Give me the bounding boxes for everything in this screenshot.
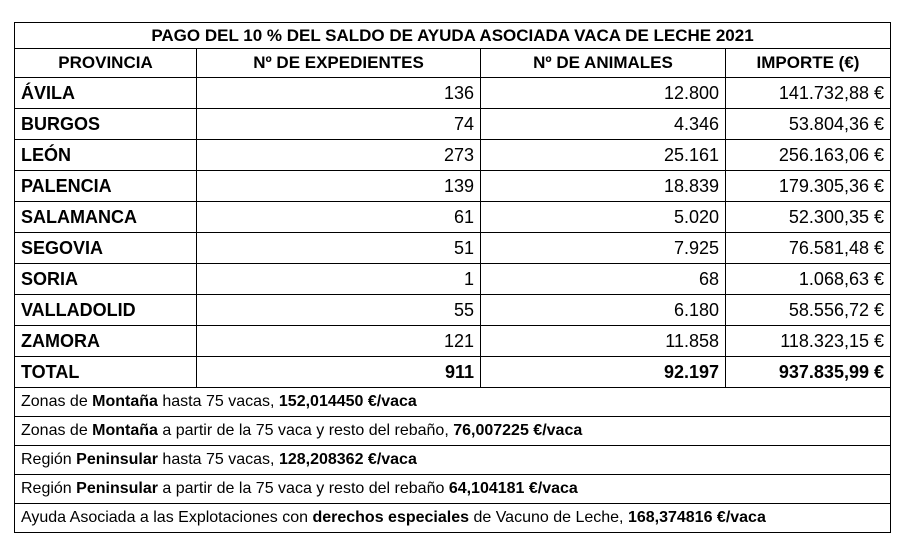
importe-cell: 53.804,36 € <box>726 109 891 140</box>
animales-cell: 18.839 <box>481 171 726 202</box>
note-bold-text: Peninsular <box>76 480 158 497</box>
note-bold-text: Peninsular <box>76 451 158 468</box>
note-text: Región <box>21 451 77 468</box>
header-provincia: PROVINCIA <box>15 49 197 78</box>
provincia-cell: PALENCIA <box>15 171 197 202</box>
animales-cell: 6.180 <box>481 295 726 326</box>
note-cell <box>15 417 891 446</box>
importe-cell: 52.300,35 € <box>726 202 891 233</box>
animales-cell: 25.161 <box>481 140 726 171</box>
table-row <box>15 78 891 109</box>
header-row <box>15 49 891 78</box>
expedientes-cell: 55 <box>197 295 481 326</box>
note-row <box>15 475 891 504</box>
importe-cell: 256.163,06 € <box>726 140 891 171</box>
table-row <box>15 295 891 326</box>
header-importe: IMPORTE (€) <box>726 49 891 78</box>
importe-cell: 118.323,15 € <box>726 326 891 357</box>
importe-cell: 76.581,48 € <box>726 233 891 264</box>
note-cell <box>15 475 891 504</box>
note-bold-text: 76,007225 €/vaca <box>453 422 583 439</box>
note-text: a partir de la 75 vaca y resto del rebaño, <box>157 422 454 439</box>
note-cell <box>15 446 891 475</box>
table-row <box>15 233 891 264</box>
title-row <box>15 23 891 49</box>
expedientes-cell: 273 <box>197 140 481 171</box>
animales-cell: 4.346 <box>481 109 726 140</box>
table-row <box>15 326 891 357</box>
animales-cell: 68 <box>481 264 726 295</box>
table-row <box>15 109 891 140</box>
provincia-cell: BURGOS <box>15 109 197 140</box>
note-text: a partir de la 75 vaca y resto del rebaño <box>157 480 449 497</box>
provincia-cell: SALAMANCA <box>15 202 197 233</box>
table-row <box>15 171 891 202</box>
header-animales: Nº DE ANIMALES <box>481 49 726 78</box>
note-bold-text: 152,014450 €/vaca <box>278 393 417 410</box>
total-label: TOTAL <box>15 357 197 388</box>
importe-cell: 58.556,72 € <box>726 295 891 326</box>
provincia-cell: SEGOVIA <box>15 233 197 264</box>
animales-cell: 7.925 <box>481 233 726 264</box>
aid-payment-table-container <box>14 22 891 533</box>
provincia-cell: ÁVILA <box>15 78 197 109</box>
note-row <box>15 388 891 417</box>
expedientes-cell: 139 <box>197 171 481 202</box>
total-animales: 92.197 <box>481 357 726 388</box>
expedientes-cell: 74 <box>197 109 481 140</box>
note-text: Región <box>21 480 77 497</box>
expedientes-cell: 61 <box>197 202 481 233</box>
note-text: de Vacuno de Leche, <box>469 509 628 526</box>
note-bold-text: Montaña <box>92 393 158 410</box>
note-cell <box>15 504 891 533</box>
note-text: hasta 75 vacas, <box>157 451 279 468</box>
table-body <box>15 23 891 533</box>
importe-cell: 141.732,88 € <box>726 78 891 109</box>
note-row <box>15 504 891 533</box>
table-row <box>15 202 891 233</box>
expedientes-cell: 51 <box>197 233 481 264</box>
note-text: Ayuda Asociada a las Explotaciones con <box>21 509 313 526</box>
note-text: Zonas de <box>21 422 93 439</box>
total-expedientes: 911 <box>197 357 481 388</box>
note-text: Zonas de <box>21 393 93 410</box>
note-bold-text: Montaña <box>92 422 158 439</box>
table-row <box>15 264 891 295</box>
header-expedientes: Nº DE EXPEDIENTES <box>197 49 481 78</box>
note-row <box>15 417 891 446</box>
expedientes-cell: 121 <box>197 326 481 357</box>
note-row <box>15 446 891 475</box>
table-row <box>15 140 891 171</box>
note-bold-text: 64,104181 €/vaca <box>448 480 578 497</box>
table-title: PAGO DEL 10 % DEL SALDO DE AYUDA ASOCIADA VACA DE LECHE 2021 <box>15 23 891 49</box>
provincia-cell: VALLADOLID <box>15 295 197 326</box>
total-row <box>15 357 891 388</box>
importe-cell: 179.305,36 € <box>726 171 891 202</box>
animales-cell: 11.858 <box>481 326 726 357</box>
animales-cell: 12.800 <box>481 78 726 109</box>
total-importe: 937.835,99 € <box>726 357 891 388</box>
aid-payment-table <box>14 22 891 533</box>
expedientes-cell: 136 <box>197 78 481 109</box>
provincia-cell: ZAMORA <box>15 326 197 357</box>
animales-cell: 5.020 <box>481 202 726 233</box>
note-text: hasta 75 vacas, <box>157 393 279 410</box>
note-bold-text: 128,208362 €/vaca <box>278 451 417 468</box>
note-bold-text: 168,374816 €/vaca <box>627 509 766 526</box>
expedientes-cell: 1 <box>197 264 481 295</box>
importe-cell: 1.068,63 € <box>726 264 891 295</box>
provincia-cell: LEÓN <box>15 140 197 171</box>
note-bold-text: derechos especiales <box>312 509 469 526</box>
provincia-cell: SORIA <box>15 264 197 295</box>
note-cell <box>15 388 891 417</box>
